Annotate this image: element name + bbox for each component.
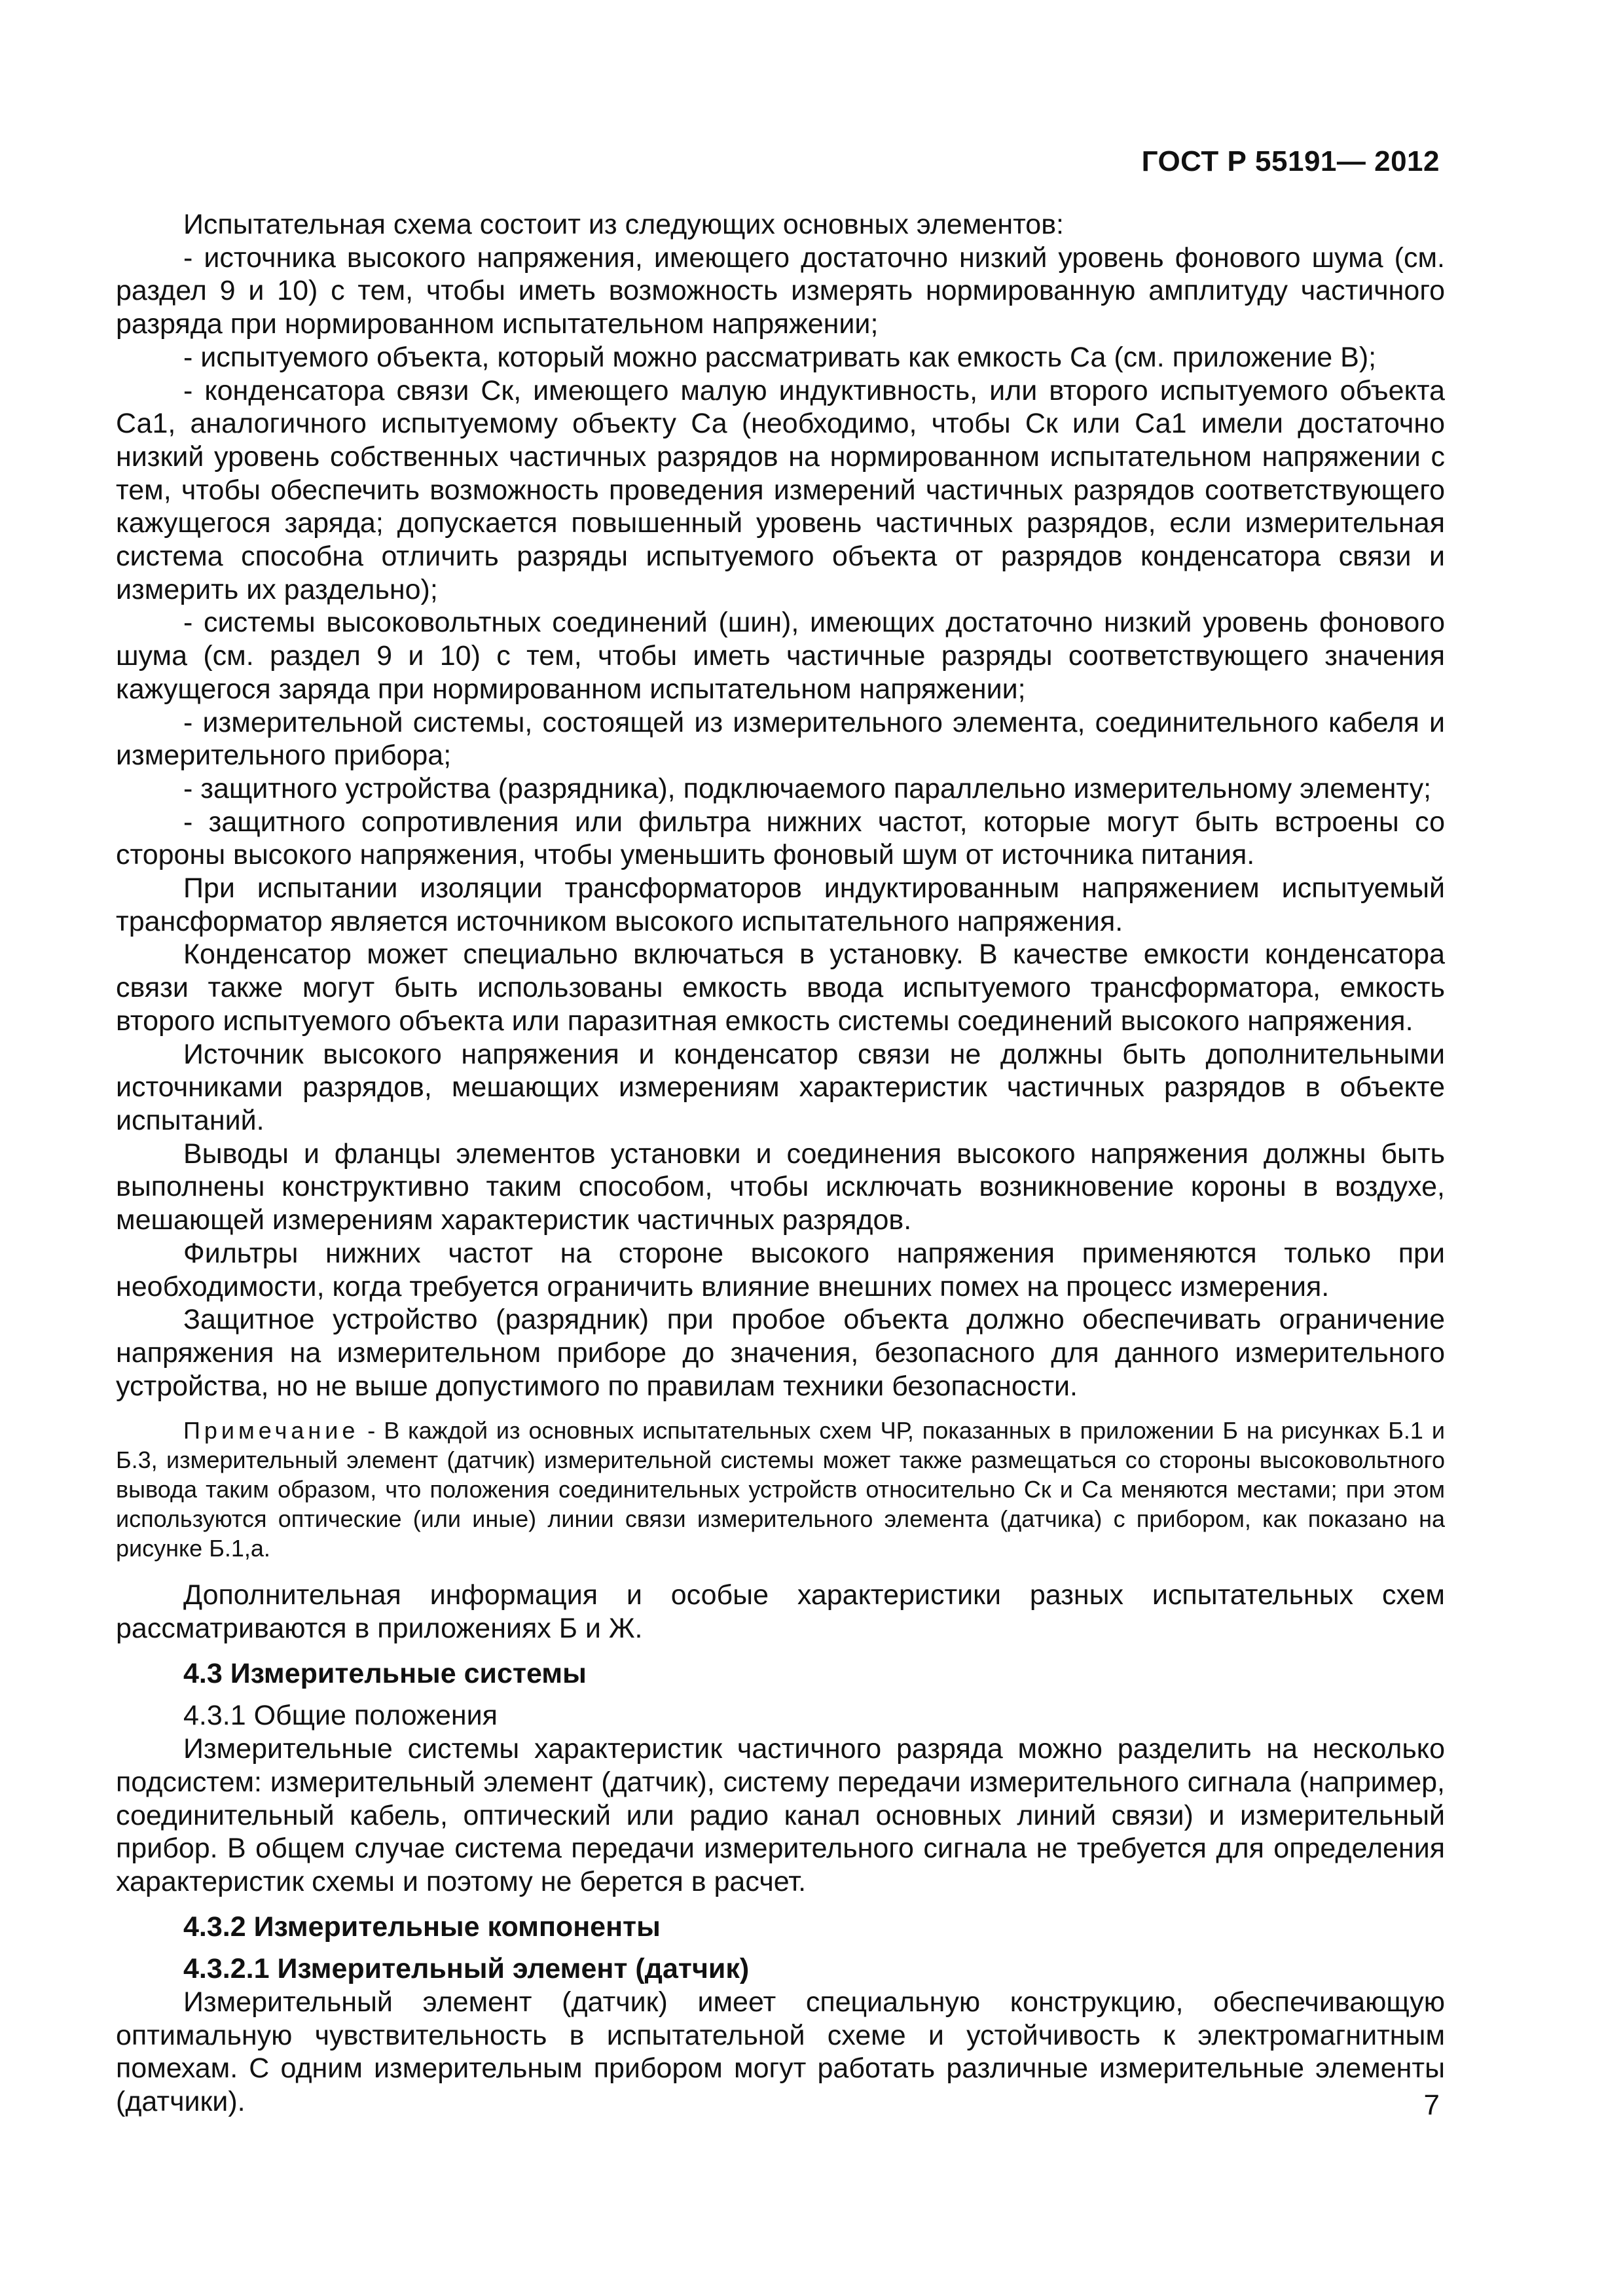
paragraph: Источник высокого напряжения и конденсатор связи не должны быть дополнительными источниками разрядов, мешающих измерениям характеристик частичных разрядов в объекте испытаний. [116,1038,1445,1136]
paragraph: - источника высокого напряжения, имеющего достаточно низкий уровень фонового шума (см. раздел 9 и 10) с тем, чтобы иметь возможность измерять нормированную амплитуду частичного разряда при нормированном испытательном напряжении; [116,242,1445,340]
document-header: ГОСТ Р 55191— 2012 [1141,145,1440,177]
paragraph: Измерительные системы характеристик частичного разряда можно разделить на несколько подсистем: измерительный элемент (датчик), систему передачи измерительного сигнала (например, соединительный кабель, оптический или радио канал основных линий связи) и измерительный прибор. В общем случае система передачи измерительного сигнала не требуется для определения характеристик схемы и поэтому не берется в расчет. [116,1733,1445,1897]
paragraph: - системы высоковольтных соединений (шин), имеющих достаточно низкий уровень фонового шума (см. раздел 9 и 10) с тем, чтобы иметь частичные разряды соответствующего значения кажущегося заряда при нормированном испытательном напряжении; [116,607,1445,705]
paragraph: При испытании изоляции трансформаторов индуктированным напряжением испытуемый трансформатор является источником высокого испытательного напряжения. [116,872,1445,937]
paragraph: - защитного сопротивления или фильтра нижних частот, которые могут быть встроены со стороны высокого напряжения, чтобы уменьшить фоновый шум от источника питания. [116,806,1445,871]
paragraph: Защитное устройство (разрядник) при пробое объекта должно обеспечивать ограничение напряжения на измерительном приборе до значения, безопасного для данного измерительного устройства, но не выше допустимого по правилам техники безопасности. [116,1304,1445,1402]
paragraph: - конденсатора связи Ск, имеющего малую индуктивность, или второго испытуемого объекта Са1, аналогичного испытуемому объекту Са (необходимо, чтобы Ск или Са1 имели достаточно низкий уровень собственных частичных разрядов на нормированном испытательном напряжении с тем, чтобы обеспечить возможность проведения измерений частичных разрядов соответствующего кажущегося заряда; допускается повышенный уровень частичных разрядов, если измерительная система способна отличить разряды испытуемого объекта от разрядов конденсатора связи и измерить их раздельно); [116,374,1445,605]
paragraph: - испытуемого объекта, который можно рассматривать как емкость Са (см. приложение В); [183,341,1377,373]
paragraph: - измерительной системы, состоящей из измерительного элемента, соединительного кабеля и измерительного прибора; [116,706,1445,772]
subsection-title: 4.3.1 Общие положения [183,1700,498,1732]
paragraph: Фильтры нижних частот на стороне высокого напряжения применяются только при необходимости, когда требуется ограничить влияние внешних помех на процесс измерения. [116,1237,1445,1302]
page-number: 7 [1423,2089,1440,2121]
note-text: - В каждой из основных испытательных схем ЧР, показанных в приложении Б на рисунках Б.1 и Б.3, измерительный элемент (датчик) измерительной системы может также размещаться со стороны высоковольтного вывода таким образом, что положения соединительных устройств относительно Ск и Са меняются местами; при этом используются оптические (или иные) линии связи измерительного элемента (датчика) с прибором, как показано на рисунке Б.1,а. [116,1417,1445,1562]
note [116,1416,1445,1563]
paragraph: Выводы и фланцы элементов установки и соединения высокого напряжения должны быть выполнены конструктивно таким способом, чтобы исключать возникновение короны в воздухе, мешающей измерениям характеристик частичных разрядов. [116,1138,1445,1236]
subsubsection-heading: 4.3.2.1 Измерительный элемент (датчик) [183,1953,750,1985]
paragraph: Измерительный элемент (датчик) имеет специальную конструкцию, обеспечивающую оптимальную чувствительность в испытательной схеме и устойчивость к электромагнитным помехам. С одним измерительным прибором могут работать различные измерительные элементы (датчики). [116,1986,1445,2118]
paragraph: Конденсатор может специально включаться в установку. В качестве емкости конденсатора связи также могут быть использованы емкость ввода испытуемого трансформатора, емкость второго испытуемого объекта или паразитная емкость системы соединений высокого напряжения. [116,939,1445,1037]
paragraph: Дополнительная информация и особые характеристики разных испытательных схем рассматриваются в приложениях Б и Ж. [116,1579,1445,1645]
note-label: Примечание [183,1417,359,1444]
section-heading: 4.3 Измерительные системы [183,1657,587,1689]
paragraph: - защитного устройства (разрядника), подключаемого параллельно измерительному элементу; [183,772,1432,804]
paragraph: Испытательная схема состоит из следующих основных элементов: [183,209,1064,240]
subsection-heading: 4.3.2 Измерительные компоненты [183,1910,661,1943]
document-body [116,208,1445,2119]
